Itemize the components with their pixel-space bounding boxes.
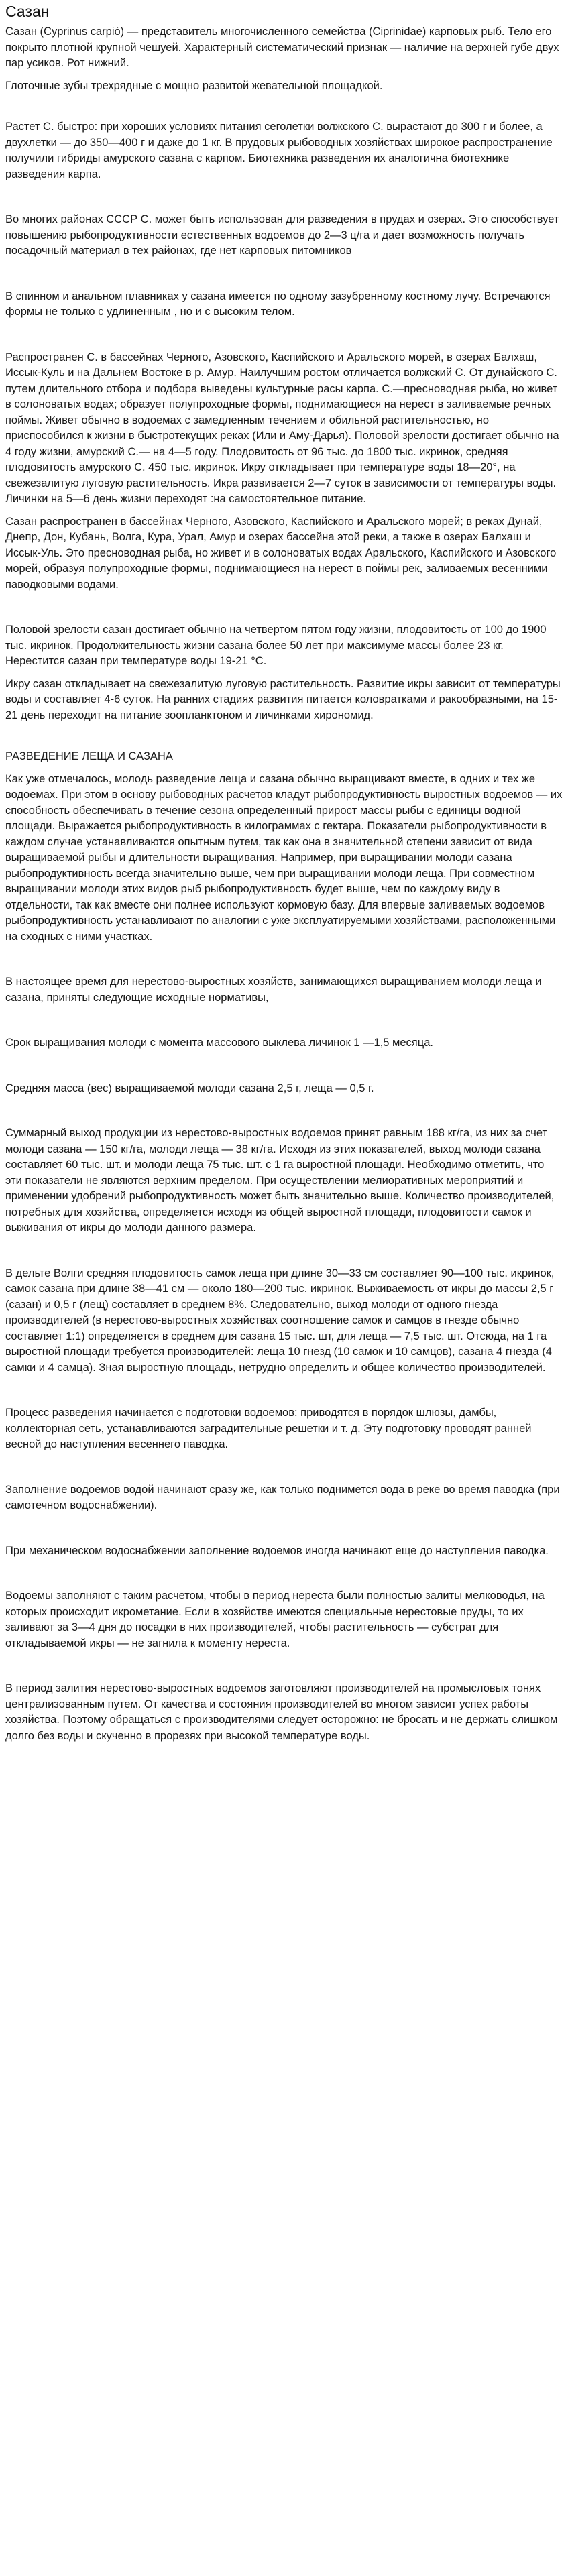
spacer bbox=[5, 182, 563, 212]
spacer bbox=[5, 1514, 563, 1543]
spacer bbox=[5, 1376, 563, 1405]
spacer bbox=[5, 945, 563, 974]
paragraph: Растет С. быстро: при хороших условиях питания сеголетки волжского С. вырастают до 300 г и более, а двухлетки — до 350—400 г и даже до 1 кг. В прудовых рыбоводных хозяйствах широкое распространение получили гибриды амурского сазана с карпом. Биотехника разведения их аналогична биотехнике разведения карпа. bbox=[5, 121, 553, 180]
paragraph: Средняя масса (вес) выращиваемой молоди сазана 2,5 г, леща — 0,5 г. bbox=[5, 1081, 374, 1094]
spacer bbox=[5, 1096, 563, 1126]
section-heading: РАЗВЕДЕНИЕ ЛЕЩА И САЗАНА bbox=[5, 750, 173, 763]
spacer bbox=[5, 508, 563, 514]
paragraph: Водоемы заполняют с таким расчетом, чтобы в период нереста были полностью залиты мелководья, на которых происходит икрометание. Если в хозяйстве имеются специальные нерестовые пруды, то их заливают за 3—4 дня до посадки в них производителей, чтобы растительность — субстрат для откладываемой икры — не загнила к моменту нереста. bbox=[5, 1590, 545, 1649]
spacer bbox=[5, 1453, 563, 1482]
paragraph: Половой зрелости сазан достигает обычно на четвертом пятом году жизни, плодовитость от 100 до 1900 тыс. икринок. Продолжительность жизни сазана более 50 лет при максимуме массы более 23 кг. Нерестится сазан при температуре воды 19-21 °С. bbox=[5, 624, 547, 668]
paragraph: Глоточные зубы трехрядные с мощно развитой жевательной площадкой. bbox=[5, 79, 383, 92]
paragraph: В настоящее время для нерестово-выростных хозяйств, занимающихся выращиванием молоди леща и сазана, приняты следующие исходные нормативы, bbox=[5, 976, 542, 1004]
spacer bbox=[5, 670, 563, 677]
spacer bbox=[5, 593, 563, 622]
spacer bbox=[5, 72, 563, 78]
paragraph: Сазан (Cyprinus carpió) — представитель многочисленного семейства (Ciprinidae) карповых рыб. Тело его покрыто плотной крупной чешуей. Характерный систематический признак — наличие на верхней губе двух пар усиков. Рот нижний. bbox=[5, 25, 559, 70]
paragraph: В спинном и анальном плавниках у сазана имеется по одному зазубренному костному лучу. Встречаются формы не только с удлиненным , но и с высоким телом. bbox=[5, 290, 551, 318]
paragraph: В период залития нерестово-выростных водоемов заготовляют производителей на промысловых тонях централизованным путем. От качества и состояния производителей во многом зависит успех работы хозяйства. Поэтому обращаться с производителями следует осторожно: не бросать и не держать слишком долго без воды и скученно в прорезях при высокой температуре воды. bbox=[5, 1682, 558, 1742]
spacer bbox=[5, 1651, 563, 1681]
spacer bbox=[5, 94, 563, 119]
page-title: Сазан bbox=[5, 3, 50, 20]
paragraph: В дельте Волги средняя плодовитость самок леща при длине 30—33 см составляет 90—100 тыс. икринок, самок сазана при длине 38—41 см — около 180—200 тыс. икринок. Выживаемость от икры до массы 2,5 г (сазан) и 0,5 г (лещ) составляет в среднем 8%. Следовательно, выход молоди от одного гнезда производителей (в нерестово-выростных хозяйствах соотношение самок и самцов в гнезде обычно составляет 1:1) определяется в среднем для сазана 15 тыс. шт, для леща — 7,5 тыс. шт. Отсюда, на 1 га выростной площади требуется производителей: леща 10 гнезд (10 самок и 10 самцов), сазана 4 гнезда (4 самки и 4 самца). Зная выростную площадь, нетрудно определить и общее количество производителей. bbox=[5, 1267, 555, 1374]
spacer bbox=[5, 1006, 563, 1035]
spacer bbox=[5, 765, 563, 772]
article-body bbox=[5, 24, 563, 1744]
paragraph: Срок выращивания молоди с момента массового выклева личинок 1 —1,5 месяца. bbox=[5, 1037, 433, 1049]
spacer bbox=[5, 723, 563, 749]
paragraph: При механическом водоснабжении заполнение водоемов иногда начинают еще до наступления паводка. bbox=[5, 1544, 549, 1557]
spacer bbox=[5, 259, 563, 289]
paragraph: Во многих районах СССР С. может быть использован для разведения в прудах и озерах. Это способствует повышению рыбопродуктивности естественных водоемов до 2—3 ц/га и дает возможность получать посадочный материал в тех районах, где нет карповых питомников bbox=[5, 213, 559, 257]
paragraph: Икру сазан откладывает на свежезалитую луговую растительность. Развитие икры зависит от температуры воды и составляет 4-6 суток. На ранних стадиях развития питается коловратками и ракообразными, на 15-21 день переходит на питание зоопланктоном и личинками хирономид. bbox=[5, 677, 561, 721]
paragraph: Как уже отмечалось, молодь разведение леща и сазана обычно выращивают вместе, в одних и тех же водоемах. При этом в основу рыбоводных расчетов кладут рыбопродуктивность выростных водоемов — их способность обеспечивать в течение сезона определенный прирост массы рыбы с единицы водной площади. Выражается рыбопродуктивность в килограммах с гектара. Показатели рыбопродуктивности в каждом случае устанавливаются опытным путем, так как она в значительной степени зависит от вида выращиваемой рыбы и длительности выращивания. Например, при выращивании молоди сазана рыбопродуктивность всегда значительно выше, чем при выращивании молоди леща. При совместном выращивании молоди этих видов рыб рыбопродуктивность будет выше, чем по каждому виду в отдельности, так как вместе они полнее используют кормовую базу. Для впервые заливаемых водоемов рыбопродуктивность устанавливают по аналогии с уже эксплуатируемыми хозяйствами, расположенными на сходных с ними участках. bbox=[5, 772, 563, 943]
spacer bbox=[5, 320, 563, 350]
spacer bbox=[5, 1559, 563, 1588]
spacer bbox=[5, 1236, 563, 1266]
paragraph: Процесс разведения начинается с подготовки водоемов: приводятся в порядок шлюзы, дамбы, коллекторная сеть, устанавливаются заградительные решетки и т. д. Эту подготовку проводят ранней весной до наступления весеннего паводка. bbox=[5, 1407, 532, 1451]
spacer bbox=[5, 1051, 563, 1081]
paragraph: Сазан распространен в бассейнах Черного, Азовского, Каспийского и Аральского морей; в реках Дунай, Днепр, Дон, Кубань, Волга, Кура, Урал, Амур и озерах бассейна этой реки, а также в озерах Балхаш и Иссык-Уль. Это пресноводная рыба, но живет и в солоноватых водах Аральского, Каспийского и Азовского морей, образуя полупроходные формы, поднимающиеся на нерест в поймы рек, заливаемых весенними паводковыми водами. bbox=[5, 515, 557, 591]
paragraph: Суммарный выход продукции из нерестово-выростных водоемов принят равным 188 кг/га, из них за счет молоди сазана — 150 кг/га, молоди леща — 38 кг/га. Исходя из этих показателей, выход молоди сазана составляет 60 тыс. шт. и молоди леща 75 тыс. шт. с 1 га выростной площади. Необходимо отметить, что эти показатели не являются верхним пределом. При осуществлении мелиоративных мероприятий и применении удобрений рыбопродуктивность может быть значительно выше. Количество производителей, потребных для хозяйства, определяется исходя из общей выростной площади, плодовитости самок и выживания от икры до молоди данного размера. bbox=[5, 1127, 555, 1234]
paragraph: Заполнение водоемов водой начинают сразу же, как только поднимется вода в реке во время паводка (при самотечном водоснабжении). bbox=[5, 1483, 560, 1512]
paragraph: Распространен С. в бассейнах Черного, Азовского, Каспийского и Аральского морей, в озерах Балхаш, Иссык-Куль и на Дальнем Востоке в р. Амур. Наилучшим ростом отличается волжский С. От дунайского С. путем длительного отбора и подбора выведены культурные расы карпа. С.—пресноводная рыба, но живет в солоноватых водах; образует полупроходные формы, поднимающиеся на нерест в заливаемые речных поймы. Живет обычно в водоемах с замедленным течением и обильной растительностью, но приспособился к жизни в быстротекущих реках (Или и Аму-Дарья). Половой зрелости достигает обычно на 4 году жизни, амурский С.— на 4—5 году. Плодовитость от 96 тыс. до 1800 тыс. икринок, средняя плодовитость амурского С. 450 тыс. икринок. Икру откладывает при температуре воды 18—20°, на свежезалитую луговую растительность. Икра развивается 2—7 суток в зависимости от температуры воды. Личинки на 5—6 день жизни переходят :на самостоятельное питание. bbox=[5, 351, 559, 506]
